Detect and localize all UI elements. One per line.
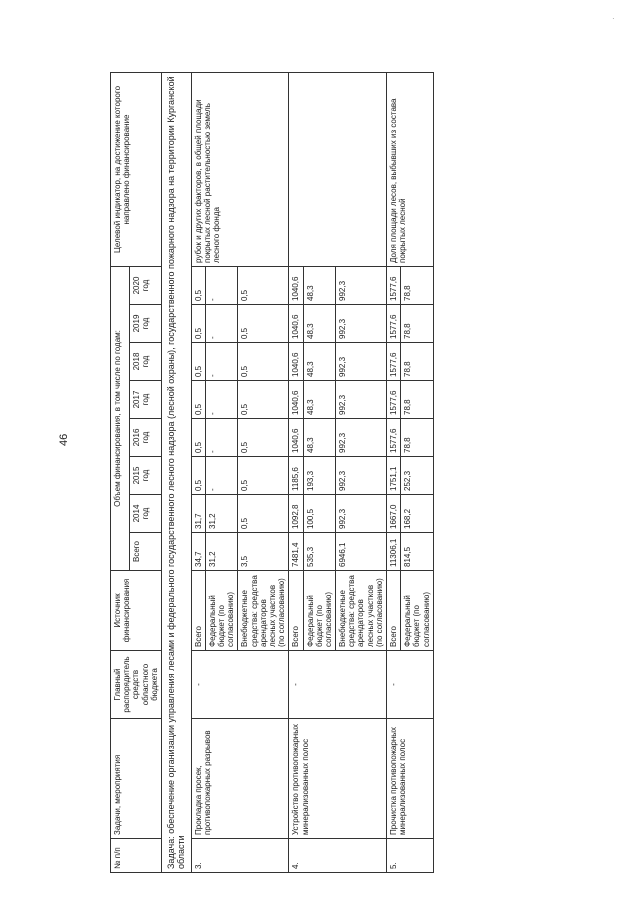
cell-value: 1577,6 bbox=[387, 267, 401, 305]
cell-value: 535,3 bbox=[303, 533, 336, 571]
cell-value: 0,5 bbox=[191, 457, 205, 495]
cell-value: 1092,8 bbox=[289, 495, 303, 533]
cell-value: 992,3 bbox=[336, 381, 387, 419]
cell-value: 100,5 bbox=[303, 495, 336, 533]
cell-value: 1040,6 bbox=[289, 419, 303, 457]
cell-value: 1667,0 bbox=[387, 495, 401, 533]
row-num: 4. bbox=[289, 839, 387, 873]
row-name: Прочистка противопожарных минерализованных полос bbox=[387, 719, 434, 839]
cell-value: 48,3 bbox=[303, 305, 336, 343]
cell-value: 992,3 bbox=[336, 305, 387, 343]
header-source: Источник финансирования bbox=[111, 571, 162, 651]
cell-value: - bbox=[205, 457, 238, 495]
cell-value: 168,2 bbox=[401, 495, 434, 533]
cell-value: 1040,6 bbox=[289, 305, 303, 343]
row-num: 3. bbox=[191, 839, 289, 873]
header-admin: Главный распорядитель средств областного бюджета bbox=[111, 651, 162, 719]
section-task: Задача: обеспечение организации управления лесами и федерального государственного лесного надзора (лесной охраны), государственного пожарного надзора на территории Курганской области bbox=[161, 73, 191, 873]
cell-value: 992,3 bbox=[336, 457, 387, 495]
cell-value: 3,5 bbox=[238, 533, 289, 571]
cell-value: - bbox=[205, 343, 238, 381]
row-target: рубок и других факторов, в общей площади покрытых лесной растительностью земель лесного фонда bbox=[191, 73, 289, 267]
cell-value: 0,5 bbox=[238, 305, 289, 343]
row-source: Федеральный бюджет (по согласованию) bbox=[205, 571, 238, 651]
cell-value: 0,5 bbox=[191, 419, 205, 457]
cell-value: 48,3 bbox=[303, 267, 336, 305]
cell-value: 0,5 bbox=[191, 343, 205, 381]
cell-value: 78,8 bbox=[401, 381, 434, 419]
cell-value: 814,5 bbox=[401, 533, 434, 571]
cell-value: 252,3 bbox=[401, 457, 434, 495]
cell-value: 1040,6 bbox=[289, 343, 303, 381]
cell-value: 0,5 bbox=[238, 419, 289, 457]
cell-value: 1040,6 bbox=[289, 267, 303, 305]
cell-value: 78,8 bbox=[401, 267, 434, 305]
row-target bbox=[289, 73, 387, 267]
cell-value: 78,8 bbox=[401, 305, 434, 343]
header-total: Всего bbox=[130, 533, 162, 571]
row-target: Доля площади лесов, выбывших из состава покрытых лесной bbox=[387, 73, 434, 267]
row-admin: - bbox=[387, 651, 434, 719]
header-year: 2015 год bbox=[130, 457, 162, 495]
cell-value: - bbox=[205, 305, 238, 343]
cell-value: 6946,1 bbox=[336, 533, 387, 571]
row-name: Прокладка просек, противопожарных разрывов bbox=[191, 719, 289, 839]
cell-value: 7481,4 bbox=[289, 533, 303, 571]
cell-value: 0,5 bbox=[191, 305, 205, 343]
table-row bbox=[191, 73, 205, 873]
cell-value: 1577,6 bbox=[387, 381, 401, 419]
cell-value: 31,2 bbox=[205, 533, 238, 571]
cell-value: 31,2 bbox=[205, 495, 238, 533]
row-admin: - bbox=[289, 651, 387, 719]
cell-value: 0,5 bbox=[238, 495, 289, 533]
cell-value: 48,3 bbox=[303, 381, 336, 419]
row-source: Федеральный бюджет (по согласованию) bbox=[303, 571, 336, 651]
cell-value: 193,3 bbox=[303, 457, 336, 495]
header-year: 2019 год bbox=[130, 305, 162, 343]
cell-value: 48,3 bbox=[303, 419, 336, 457]
cell-value: 1751,1 bbox=[387, 457, 401, 495]
header-year: 2018 год bbox=[130, 343, 162, 381]
cell-value: 1185,6 bbox=[289, 457, 303, 495]
header-num: № п/п bbox=[111, 839, 162, 873]
cell-value: 1040,6 bbox=[289, 381, 303, 419]
header-year: 2016 год bbox=[130, 419, 162, 457]
cell-value: - bbox=[205, 419, 238, 457]
header-volume: Объем финансирования, в том числе по годам: bbox=[111, 267, 130, 571]
row-source: Всего bbox=[289, 571, 303, 651]
scan-speck: · bbox=[612, 14, 615, 23]
row-admin: - bbox=[191, 651, 289, 719]
cell-value: 992,3 bbox=[336, 267, 387, 305]
cell-value: - bbox=[205, 267, 238, 305]
cell-value: 0,5 bbox=[238, 381, 289, 419]
cell-value: - bbox=[205, 381, 238, 419]
cell-value: 48,3 bbox=[303, 343, 336, 381]
cell-value: 0,5 bbox=[238, 343, 289, 381]
cell-value: 31,7 bbox=[191, 495, 205, 533]
row-num: 5. bbox=[387, 839, 434, 873]
row-source: Внебюджетные средства: средства арендаторов лесных участков (по согласованию) bbox=[238, 571, 289, 651]
cell-value: 78,8 bbox=[401, 343, 434, 381]
row-source: Внебюджетные средства: средства арендаторов лесных участков (по согласованию) bbox=[336, 571, 387, 651]
row-source: Всего bbox=[387, 571, 401, 651]
cell-value: 0,5 bbox=[191, 381, 205, 419]
cell-value: 0,5 bbox=[238, 267, 289, 305]
row-name: Устройство противопожарных минерализованных полос bbox=[289, 719, 387, 839]
cell-value: 11306,1 bbox=[387, 533, 401, 571]
cell-value: 0,5 bbox=[238, 457, 289, 495]
header-task: Задачи, мероприятия bbox=[111, 719, 162, 839]
financing-table bbox=[110, 72, 434, 873]
cell-value: 0,5 bbox=[191, 267, 205, 305]
row-source: Всего bbox=[191, 571, 205, 651]
cell-value: 992,3 bbox=[336, 495, 387, 533]
cell-value: 1577,6 bbox=[387, 343, 401, 381]
header-year: 2020 год bbox=[130, 267, 162, 305]
header-year: 2017 год bbox=[130, 381, 162, 419]
financing-table-rotated bbox=[110, 73, 610, 873]
cell-value: 992,3 bbox=[336, 343, 387, 381]
table-row bbox=[289, 73, 303, 873]
header-year: 2014 год bbox=[130, 495, 162, 533]
cell-value: 1577,6 bbox=[387, 305, 401, 343]
row-source: Федеральный бюджет (по согласованию) bbox=[401, 571, 434, 651]
cell-value: 34,7 bbox=[191, 533, 205, 571]
table-row bbox=[387, 73, 401, 873]
page-number: 46 bbox=[58, 433, 70, 446]
cell-value: 78,8 bbox=[401, 419, 434, 457]
cell-value: 1577,6 bbox=[387, 419, 401, 457]
header-target: Целевой индикатор, на достижение которого направлено финансирование bbox=[111, 73, 162, 267]
cell-value: 992,3 bbox=[336, 419, 387, 457]
